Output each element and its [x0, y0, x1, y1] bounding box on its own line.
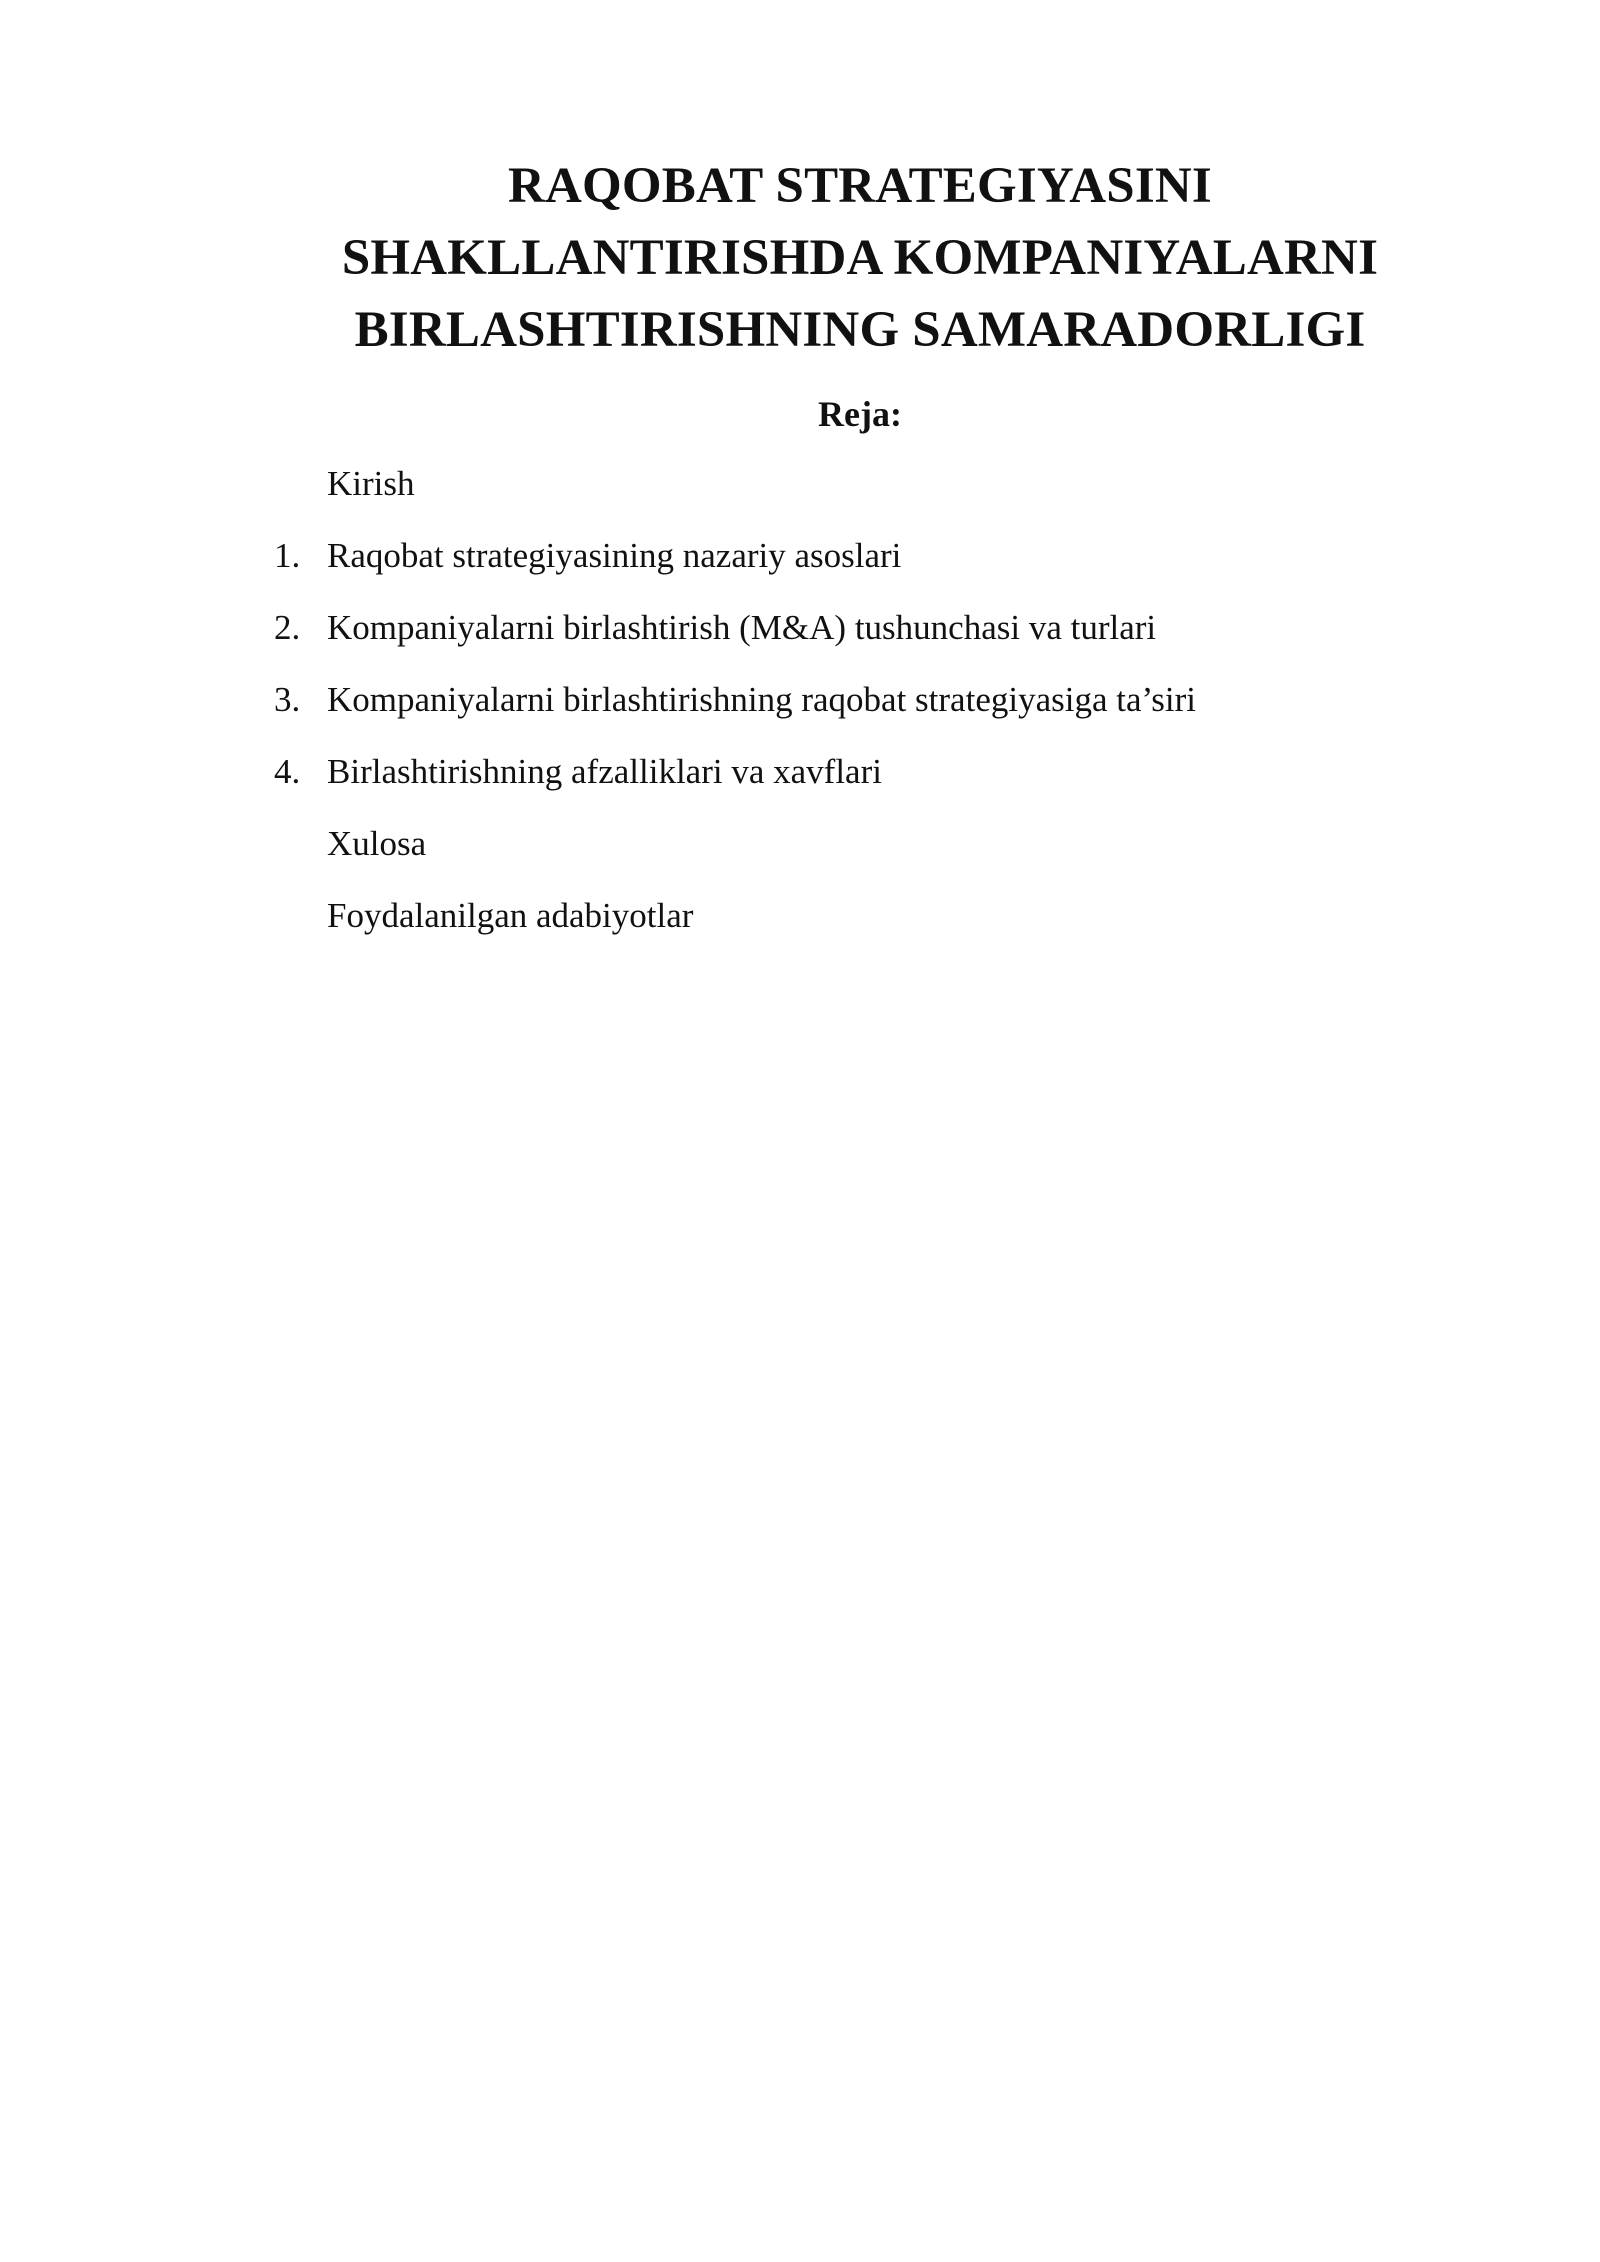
title-line-1: RAQOBAT STRATEGIYASINI	[508, 158, 1212, 214]
plan-item-text: Kompaniyalarni birlashtirishning raqobat strategiyasiga ta’siri	[327, 680, 1196, 719]
plan-item-text: Xulosa	[327, 824, 427, 863]
title-line-2: SHAKLLANTIRISHDA KOMPANIYALARNI	[341, 230, 1379, 286]
plan-item-3	[0, 670, 1600, 742]
plan-item-text: Birlashtirishning afzalliklari va xavflari	[327, 752, 882, 791]
plan-item-number: 2.	[274, 608, 301, 647]
plan-item-conclusion	[0, 814, 1600, 886]
plan-item-references	[0, 886, 1600, 958]
plan-item-1	[0, 526, 1600, 598]
document-title	[260, 150, 1460, 366]
plan-item-text: Kirish	[327, 464, 415, 503]
plan-list	[0, 454, 1600, 958]
plan-item-number: 1.	[274, 536, 301, 575]
plan-item-text: Kompaniyalarni birlashtirish (M&A) tushunchasi va turlari	[327, 608, 1157, 647]
plan-item-2	[0, 598, 1600, 670]
plan-item-introduction	[0, 454, 1600, 526]
plan-item-4	[0, 742, 1600, 814]
plan-item-text: Foydalanilgan adabiyotlar	[327, 896, 694, 935]
plan-item-text: Raqobat strategiyasining nazariy asoslari	[327, 536, 902, 575]
plan-item-number: 3.	[274, 680, 301, 719]
plan-item-number: 4.	[274, 752, 301, 791]
title-line-3: BIRLASHTIRISHNING SAMARADORLIGI	[354, 302, 1366, 358]
plan-heading: Reja:	[818, 394, 902, 434]
